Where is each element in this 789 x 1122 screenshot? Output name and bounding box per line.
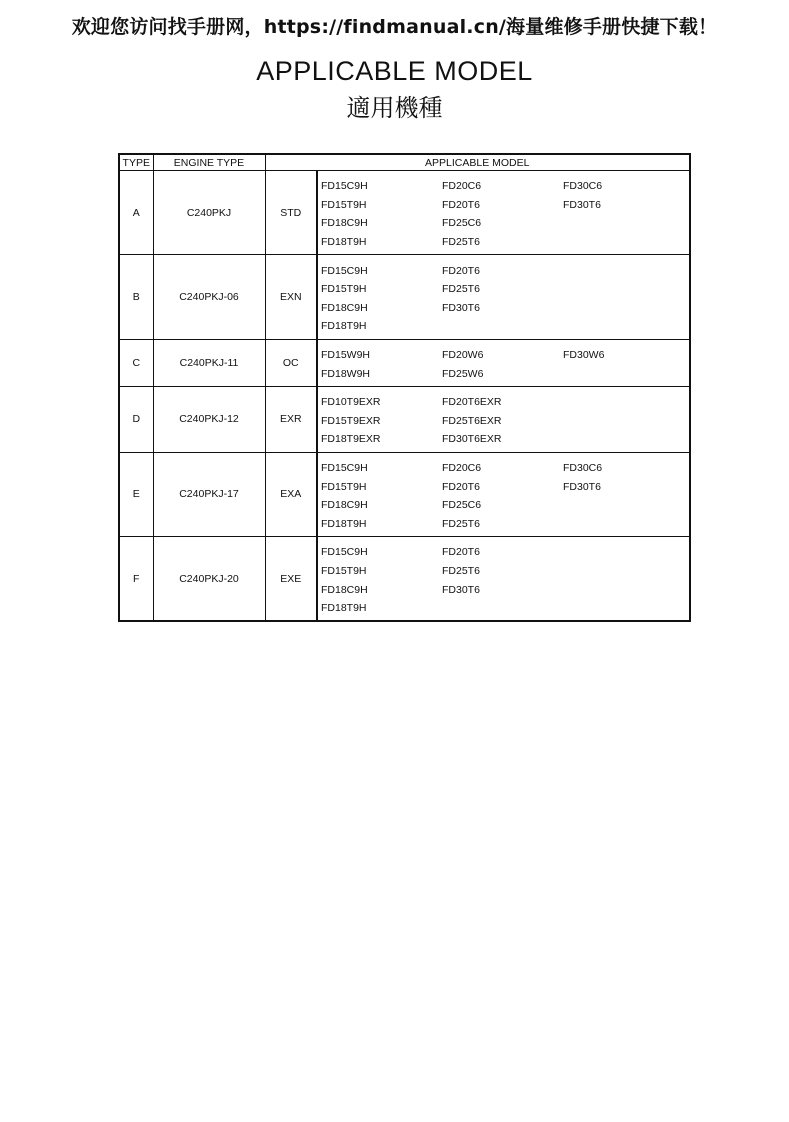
type-cell: F <box>119 537 153 622</box>
models-cell <box>317 339 690 386</box>
model-name: FD20T6 <box>442 198 480 211</box>
model-name: FD18C9H <box>321 583 368 596</box>
model-name: FD18T9EXR <box>321 433 381 446</box>
table-row <box>119 255 690 339</box>
engine-type-cell: C240PKJ-11 <box>153 339 265 386</box>
model-name: FD30T6 <box>442 301 480 314</box>
model-name: FD30T6EXR <box>442 433 502 446</box>
model-name: FD25W6 <box>442 367 484 380</box>
type-cell: E <box>119 452 153 536</box>
model-name: FD15T9EXR <box>321 414 381 427</box>
model-name: FD25T6 <box>442 517 480 530</box>
page-title-japanese: 適用機種 <box>346 94 443 122</box>
table-row <box>119 537 690 622</box>
model-name: FD10T9EXR <box>321 396 381 409</box>
model-name: FD30T6 <box>563 198 601 211</box>
engine-type-cell: C240PKJ-17 <box>153 452 265 536</box>
model-list <box>321 459 689 533</box>
model-name: FD15T9H <box>321 564 367 577</box>
download-banner: 欢迎您访问找手册网，https://findmanual.cn/海量维修手册快捷下载！ <box>71 16 718 38</box>
models-cell <box>317 537 690 622</box>
model-name: FD30C6 <box>563 462 603 475</box>
engine-code-cell: EXA <box>265 452 317 536</box>
engine-code-cell: EXR <box>265 386 317 452</box>
engine-type-cell: C240PKJ-20 <box>153 537 265 622</box>
applicable-model-table <box>118 153 691 622</box>
model-name: FD15T9H <box>321 283 367 296</box>
model-name: FD30T6 <box>442 583 480 596</box>
engine-code-cell: EXE <box>265 537 317 622</box>
models-cell <box>317 386 690 452</box>
model-name: FD25T6 <box>442 283 480 296</box>
model-name: FD18C9H <box>321 301 368 314</box>
model-list <box>321 393 689 449</box>
model-name: FD18T9H <box>321 236 367 249</box>
model-list <box>321 346 689 383</box>
model-name: FD18C9H <box>321 217 368 230</box>
models-cell <box>317 452 690 536</box>
model-name: FD30W6 <box>563 349 605 362</box>
model-name: FD18C9H <box>321 499 368 512</box>
model-name: FD15C9H <box>321 180 368 193</box>
model-name: FD30T6 <box>563 480 601 493</box>
model-name: FD15T9H <box>321 198 367 211</box>
model-name: FD20T6 <box>442 546 480 559</box>
models-cell <box>317 171 690 255</box>
models-cell <box>317 255 690 339</box>
model-name: FD20W6 <box>442 349 484 362</box>
model-list <box>321 177 689 251</box>
model-name: FD20C6 <box>442 180 482 193</box>
model-name: FD25C6 <box>442 499 482 512</box>
engine-type-cell: C240PKJ-12 <box>153 386 265 452</box>
table-header-row <box>119 154 690 171</box>
model-name: FD18W9H <box>321 367 371 380</box>
model-list <box>321 261 689 335</box>
model-name: FD25C6 <box>442 217 482 230</box>
engine-type-cell: C240PKJ-06 <box>153 255 265 339</box>
engine-code-cell: STD <box>265 171 317 255</box>
model-name: FD25T6 <box>442 236 480 249</box>
model-name: FD20C6 <box>442 462 482 475</box>
engine-code-cell: OC <box>265 339 317 386</box>
model-name: FD20T6 <box>442 264 480 277</box>
model-name: FD15C9H <box>321 264 368 277</box>
table-row <box>119 171 690 255</box>
table-row <box>119 452 690 536</box>
header-applicable-model: APPLICABLE MODEL <box>265 154 690 171</box>
type-cell: D <box>119 386 153 452</box>
model-name: FD18T9H <box>321 602 367 615</box>
model-name: FD15C9H <box>321 546 368 559</box>
header-type: TYPE <box>119 154 153 171</box>
engine-code-cell: EXN <box>265 255 317 339</box>
table-body <box>119 171 690 622</box>
model-name: FD18T9H <box>321 320 367 333</box>
model-name: FD15C9H <box>321 462 368 475</box>
model-name: FD15T9H <box>321 480 367 493</box>
model-name: FD20T6 <box>442 480 480 493</box>
model-name: FD30C6 <box>563 180 603 193</box>
table-row <box>119 386 690 452</box>
model-name: FD18T9H <box>321 517 367 530</box>
model-name: FD25T6EXR <box>442 414 502 427</box>
model-name: FD15W9H <box>321 349 371 362</box>
model-list <box>321 543 689 617</box>
type-cell: C <box>119 339 153 386</box>
page-title: APPLICABLE MODEL <box>256 56 533 86</box>
model-name: FD25T6 <box>442 564 480 577</box>
model-name: FD20T6EXR <box>442 396 502 409</box>
type-cell: B <box>119 255 153 339</box>
engine-type-cell: C240PKJ <box>153 171 265 255</box>
type-cell: A <box>119 171 153 255</box>
header-engine-type: ENGINE TYPE <box>153 154 265 171</box>
table-row <box>119 339 690 386</box>
